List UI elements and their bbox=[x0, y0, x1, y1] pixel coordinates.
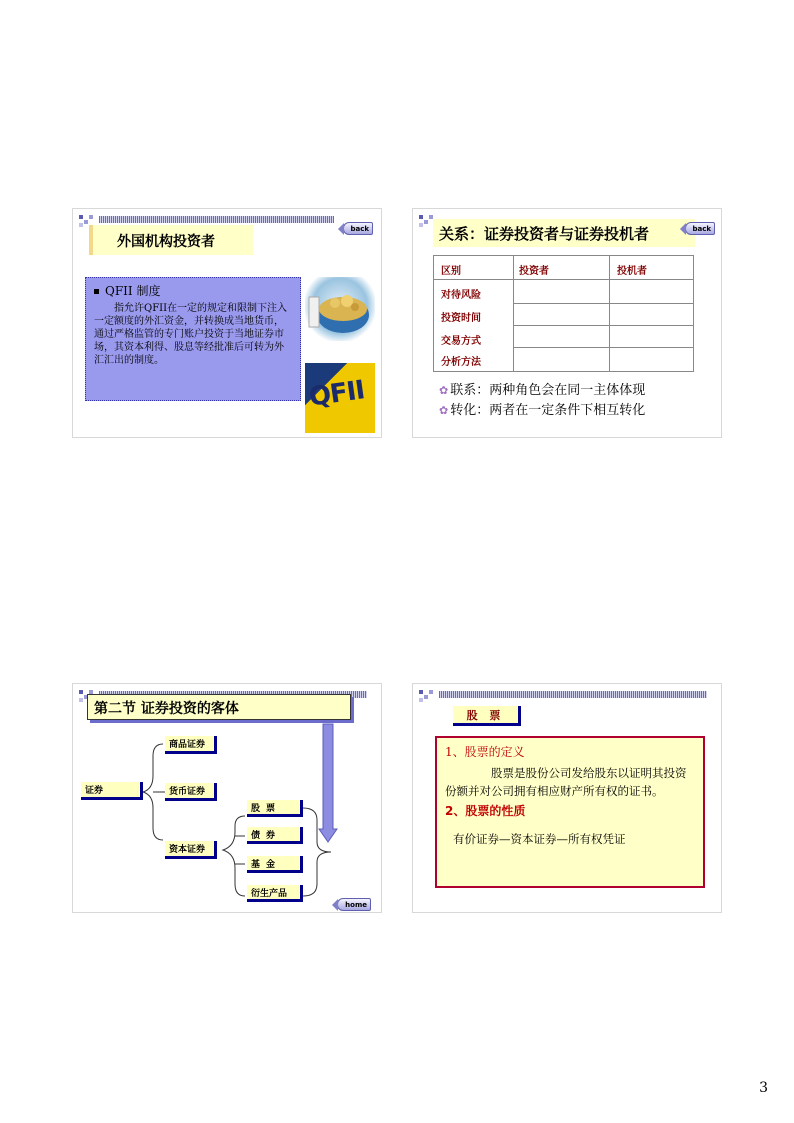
stock-nature-heading: 2、股票的性质 bbox=[445, 804, 526, 818]
table-row-time: 投资时间 bbox=[441, 313, 481, 324]
node-derivatives: 衍生产品 bbox=[247, 885, 303, 902]
header-stripe bbox=[99, 216, 334, 223]
table-row-trade: 交易方式 bbox=[441, 336, 481, 347]
header-stripe bbox=[439, 691, 707, 698]
flower-bullet-icon: ✿ bbox=[439, 404, 449, 417]
relation-line: ✿ 联系：两种角色会在同一主体体现 bbox=[439, 383, 646, 398]
table-header-investor: 投资者 bbox=[519, 266, 549, 277]
back-button[interactable]: back bbox=[685, 222, 715, 235]
node-securities: 证券 bbox=[81, 782, 143, 800]
node-capital-securities: 资本证券 bbox=[165, 841, 217, 859]
slide-title: 外国机构投资者 bbox=[93, 225, 253, 255]
globe-coins-image bbox=[305, 277, 375, 341]
down-arrow-icon bbox=[319, 724, 337, 842]
stock-definition-heading: 1、股票的定义 bbox=[445, 745, 525, 759]
qfii-description: 指允许QFII在一定的规定和限制下注入一定额度的外汇资金，并转换成当地货币，通过严格监管的专门账户投资于当地证券市场，其资本利得、股息等经批准后可转为外汇汇出的制度。 bbox=[94, 303, 288, 366]
slide-stock bbox=[412, 683, 722, 913]
home-button[interactable]: home bbox=[337, 898, 371, 911]
node-commodity-securities: 商品证券 bbox=[165, 736, 217, 754]
slide-securities-objects bbox=[72, 683, 382, 913]
slide-title: 第二节 证券投资的客体 bbox=[87, 694, 351, 720]
stock-definition-text: 股票是股份公司发给股东以证明其投资份额并对公司拥有相应财产所有权的证书。 bbox=[445, 766, 687, 798]
qfii-content-box bbox=[85, 277, 301, 401]
corner-decoration bbox=[419, 690, 439, 702]
bullet-heading: QFII 制度 bbox=[94, 282, 292, 299]
back-button[interactable]: back bbox=[343, 222, 373, 235]
table-header-difference: 区别 bbox=[441, 266, 461, 277]
qfii-photo bbox=[305, 363, 375, 433]
slide-title: 股 票 bbox=[453, 706, 521, 726]
node-stock: 股票 bbox=[247, 800, 303, 817]
node-bond: 债券 bbox=[247, 827, 303, 844]
slide-foreign-investors bbox=[72, 208, 382, 438]
slide-investor-vs-speculator bbox=[412, 208, 722, 438]
stock-content-box bbox=[435, 736, 705, 888]
square-bullet-icon bbox=[94, 289, 99, 294]
stock-nature-text: 有价证券—资本证券—所有权凭证 bbox=[453, 832, 626, 846]
table-row-risk: 对待风险 bbox=[441, 290, 481, 301]
node-money-securities: 货币证券 bbox=[165, 783, 217, 801]
flower-bullet-icon: ✿ bbox=[439, 384, 449, 397]
transform-line: ✿ 转化：两者在一定条件下相互转化 bbox=[439, 403, 646, 418]
page-number: 3 bbox=[759, 1080, 768, 1096]
table-header-speculator: 投机者 bbox=[617, 266, 647, 277]
slide-title: 关系：证券投资者与证券投机者 bbox=[433, 219, 695, 247]
qfii-photo-text: QFII bbox=[307, 375, 367, 413]
table-row-analysis: 分析方法 bbox=[441, 357, 481, 368]
globe-coins-icon bbox=[305, 277, 375, 341]
node-fund: 基金 bbox=[247, 856, 303, 873]
